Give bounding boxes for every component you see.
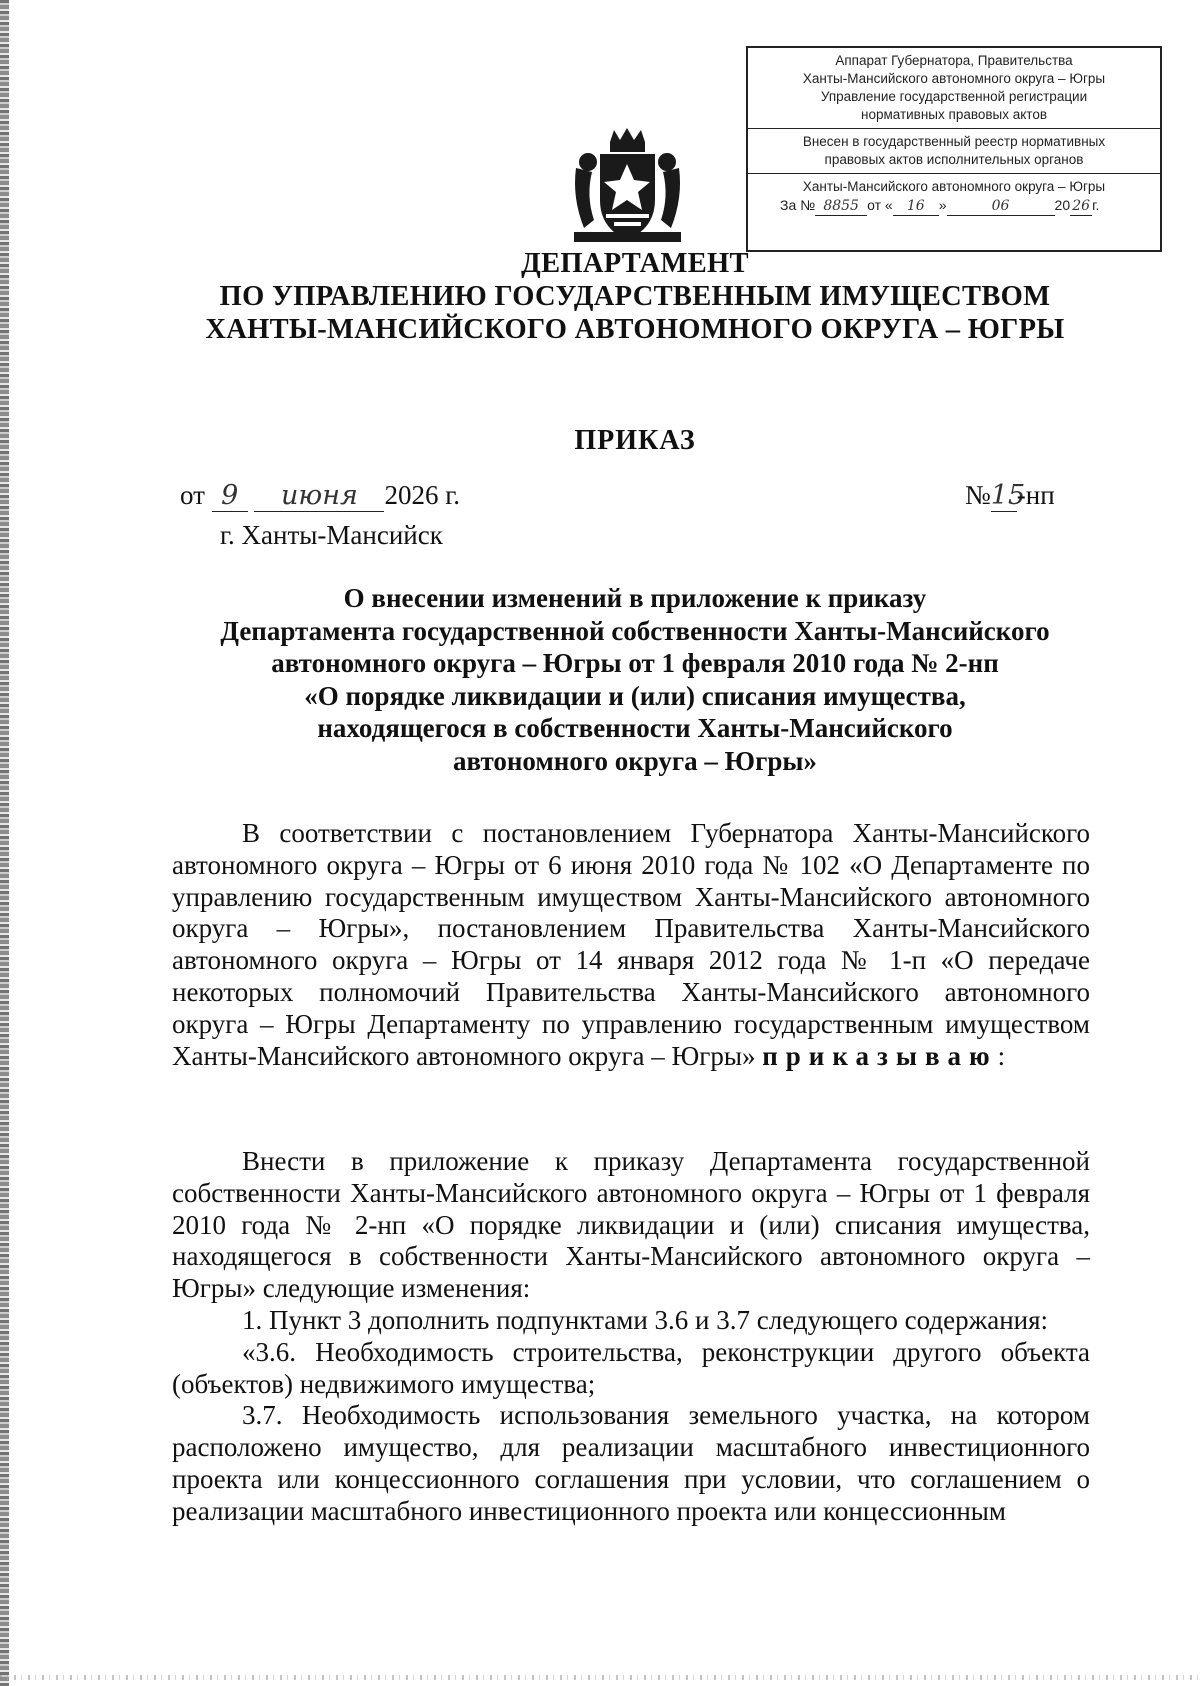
department-title-line: ПО УПРАВЛЕНИЮ ГОСУДАРСТВЕННЫМ ИМУЩЕСТВОМ xyxy=(219,281,1051,312)
subject-line: находящегося в собственности Ханты-Мансийского xyxy=(317,713,953,743)
order-subject xyxy=(160,582,1110,777)
body-paragraph: «3.6. Необходимость строительства, реконструкции другого объекта (объектов) недвижимого имущества; xyxy=(172,1336,1090,1399)
reg-year: 26 xyxy=(1070,197,1092,216)
subject-line: автономного округа – Югры» xyxy=(453,745,817,776)
reg-number: 8855 xyxy=(815,197,867,216)
subject-line: «О порядке ликвидации и (или) списания имущества, xyxy=(304,680,966,711)
body-paragraph: 1. Пункт 3 дополнить подпунктами 3.6 и 3.7 следующего содержания: xyxy=(242,1304,1049,1335)
stamp-org-line: Управление государственной регистрации xyxy=(820,89,1088,104)
reg-from: от « xyxy=(867,197,893,213)
coat-of-arms-emblem xyxy=(570,128,685,248)
body-paragraph: Внести в приложение к приказу Департамента государственной собственности Ханты-Мансийского автономного округа – Югры от 1 февраля 2010 года № 2-нп «О порядке ликвидации и (или) списания имущества, находящегося в собственности Ханты-Мансийского автономного округа – Югры» следующие изменения: xyxy=(172,1146,1090,1304)
subject-line: Департамента государственной собственности Ханты-Мансийского xyxy=(220,615,1050,646)
order-number xyxy=(965,480,1055,512)
stamp-org-section xyxy=(748,48,1160,128)
stamp-registry-line: правовых актов исполнительных органов xyxy=(824,152,1084,167)
reg-suffix: г. xyxy=(1092,197,1100,213)
scan-bottom-noise xyxy=(0,1675,1200,1680)
reg-prefix: За № xyxy=(780,197,816,213)
stamp-region: Ханты-Мансийского автономного округа – Югры xyxy=(802,179,1106,194)
reg-month: 06 xyxy=(947,197,1055,216)
date-year: 2026 г. xyxy=(384,480,460,510)
stamp-org-line: Аппарат Губернатора, Правительства xyxy=(835,53,1073,68)
body-text xyxy=(172,1146,1090,1528)
preamble-paragraph xyxy=(172,818,1090,1072)
preamble-text: В соответствии с постановлением Губернатора Ханты-Мансийского автономного округа – Югры от 6 июня 2010 года № 102 «О Департаменте по управлению государственным имуществом Ханты-Мансийского автономного округа – Югры», постановлением Правительства Ханты-Мансийского автономного округа – Югры от 14 января 2012 года № 1-п «О передаче некоторых полномочий Правительства Ханты-Мансийского автономного округа – Югры Департаменту по управлению государственным имуществом Ханты-Мансийского автономного округа – Югры» xyxy=(172,818,1090,1071)
number-prefix: № xyxy=(965,480,991,510)
number-suffix: -нп xyxy=(1016,480,1055,510)
order-city: г. Ханты-Мансийск xyxy=(220,520,443,550)
department-title-line: ХАНТЫ-МАНСИЙСКОГО АВТОНОМНОГО ОКРУГА – ЮГРЫ xyxy=(205,314,1065,345)
preamble-tail: : xyxy=(997,1040,1006,1071)
stamp-org-line: Ханты-Мансийского автономного округа – Югры xyxy=(802,71,1106,86)
number-value: 15 xyxy=(990,480,1026,511)
registration-stamp xyxy=(746,46,1162,252)
stamp-registry-line: Внесен в государственный реестр нормативных xyxy=(802,134,1106,149)
subject-line: О внесении изменений в приложение к приказу xyxy=(343,583,927,613)
reg-year-prefix: 20 xyxy=(1054,197,1071,213)
stamp-region-section xyxy=(748,173,1160,220)
reg-day: 16 xyxy=(893,197,939,216)
date-day: 9 xyxy=(212,480,248,512)
department-title-line: ДЕПАРТАМЕНТ xyxy=(521,248,749,279)
command-word: приказываю xyxy=(762,1040,998,1071)
department-header xyxy=(0,247,1200,346)
stamp-org-line: нормативных правовых актов xyxy=(860,107,1048,122)
document-type: ПРИКАЗ xyxy=(574,425,696,456)
reg-mid: » xyxy=(938,197,947,213)
order-date xyxy=(180,480,460,512)
subject-line: автономного округа – Югры от 1 февраля 2010 года № 2-нп xyxy=(271,648,999,678)
date-month: июня xyxy=(254,480,384,512)
stamp-registration-number xyxy=(754,196,1154,216)
stamp-registry-section xyxy=(748,128,1160,173)
body-paragraph: 3.7. Необходимость использования земельного участка, на котором расположено имущество, для реализации масштабного инвестиционного проекта или концессионного соглашения при условии, что соглашением о реализации масштабного инвестиционного проекта или концессионным xyxy=(172,1400,1090,1526)
date-prefix: от xyxy=(180,480,205,510)
